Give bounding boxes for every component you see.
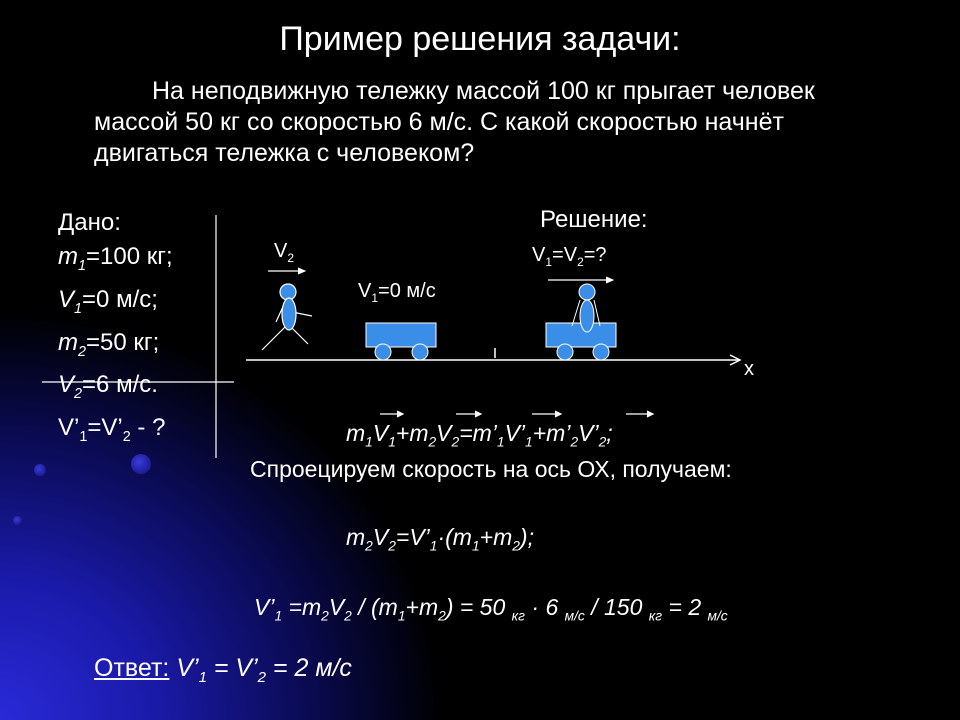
given-item: $V_1=0$ м/с; <box>58 285 158 317</box>
given-find: $V’_1=V’_2$ - ? <box>58 414 166 445</box>
arrow-head-icon <box>606 277 613 283</box>
given-item: $m_1=100$ кг; <box>58 243 173 274</box>
equation-2: $m_2V_2=V’_1\cdot(m_1+m_2)$; <box>346 524 534 554</box>
v2-label: $V_2$ <box>274 240 295 265</box>
answer-line: Ответ: $V’_1$ = $V’_2 = 2$ м/с <box>94 654 352 686</box>
cart-with-man-icon <box>546 284 616 360</box>
v1-label: $V_1=0$ м/с <box>358 280 436 305</box>
problem-line: двигаться тележка с человеком? <box>94 139 475 167</box>
axis-label: x <box>744 358 754 380</box>
momentum-equation: $m_1V_1+m_2V_2=m’_1V’_1+m’_2V’_2$; <box>346 420 613 450</box>
projection-text: Спроецируем скорость на ось ОХ, получаем: <box>250 456 732 482</box>
arrow-head-icon <box>298 268 305 274</box>
running-man-icon <box>262 284 312 350</box>
given-item: $V_2=6$ м/с. <box>58 371 158 403</box>
cart-icon <box>366 323 436 360</box>
problem-line: массой 50 кг со скоростью 6 м/с. С какой скоростью начнёт <box>94 108 784 136</box>
solution-heading: Решение: <box>540 206 648 233</box>
after-velocity-label: $V_1=V_2=$? <box>532 244 607 269</box>
given-heading: Дано: <box>58 209 121 236</box>
slide-title: Пример решения задачи: <box>279 20 681 58</box>
problem-line: На неподвижную тележку массой 100 кг прыгает человек <box>152 77 815 105</box>
equation-3: $V’_1 =m_2V_2 / (m_1+m_2) = 50$ $_{кг}$ · 6 $_{м/с}$ / 150 $_{кг}$ = 2 $_{м/с}$ <box>254 594 728 624</box>
vector-arrows <box>380 411 653 417</box>
answer-label: Ответ: <box>94 654 170 682</box>
given-item: $m_2=50$ кг; <box>58 328 160 360</box>
